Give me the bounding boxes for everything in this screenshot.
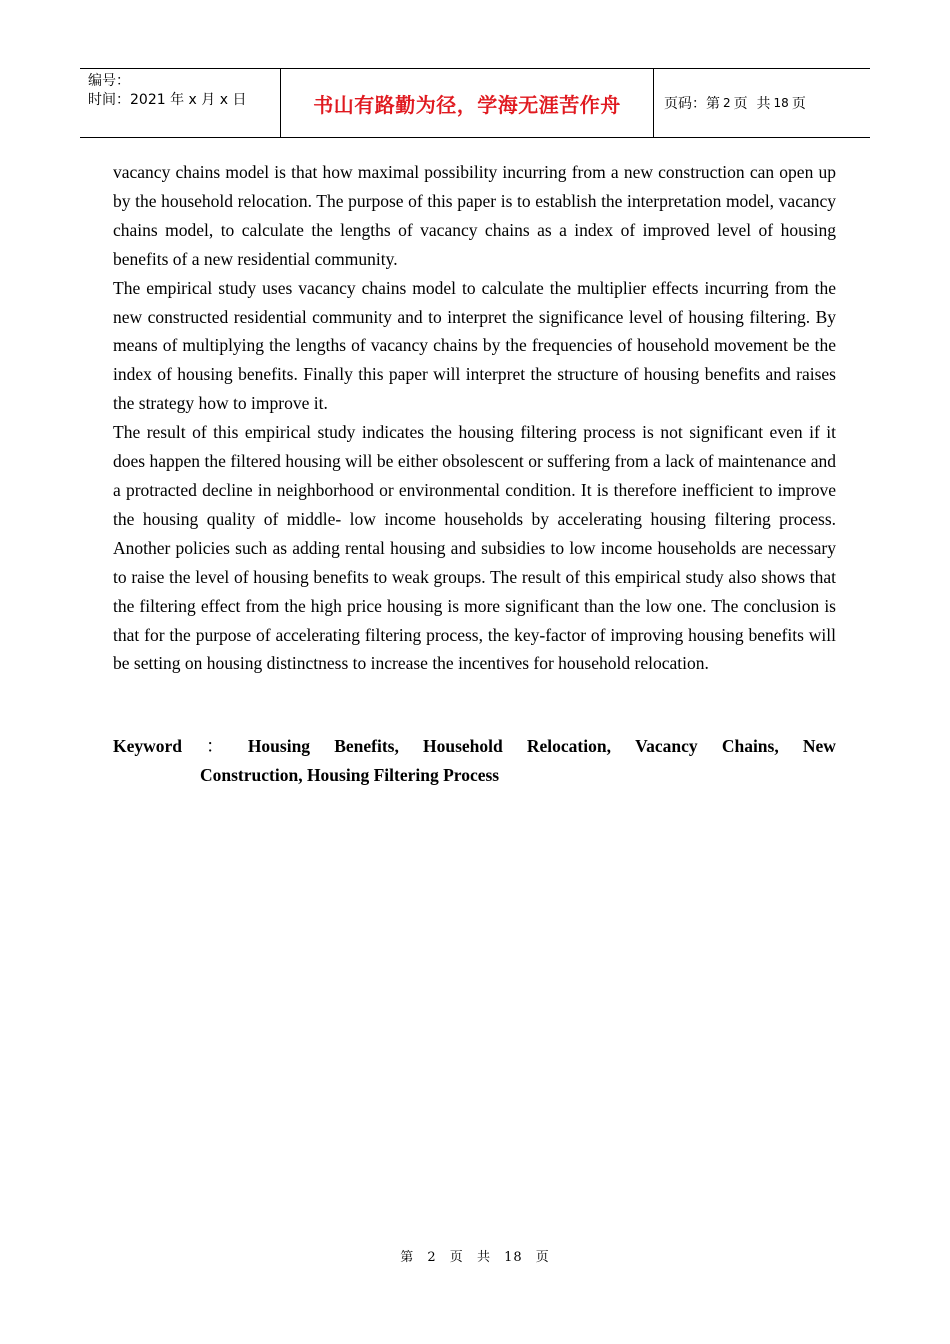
header-motto: 书山有路勤为径，学海无涯苦作舟 (281, 69, 654, 137)
header-meta (80, 69, 281, 137)
keyword-word: Chains, (721, 736, 779, 756)
keywords-line-2: Construction, Housing Filtering Process (200, 764, 500, 785)
keywords-line-1 (113, 732, 836, 761)
page-suffix: 页 (791, 96, 806, 112)
time-line (88, 91, 280, 110)
page-total: 18 (773, 96, 789, 110)
page-current: 2 (723, 96, 731, 110)
footer-prefix: 第 (400, 1250, 415, 1265)
keyword-label: Keyword (113, 736, 183, 756)
keyword-word: Relocation, (526, 736, 611, 756)
header-page-number (654, 69, 870, 137)
page-header (80, 68, 870, 138)
page-prefix: 页码：第 (664, 96, 720, 112)
time-rest: 年 x 月 x 日 (170, 92, 247, 108)
footer-suffix: 页 (535, 1250, 550, 1265)
paragraph: The result of this empirical study indicates the housing filtering process is not significant even if it does happen the filtered housing will be either obsolescent or suffering from a lack of maintenance and a protracted decline in neighborhood or environmental condition. It is therefore inefficient to improve the housing quality of middle- low income households by accelerating housing filtering process. Another policies such as adding rental housing and subsidies to low income households are necessary to raise the level of housing benefits to weak groups. The result of this empirical study also shows that the filtering effect from the high price housing is more significant than the low one. The conclusion is that for the purpose of accelerating filtering process, the key-factor of improving housing benefits will be setting on housing distinctness to increase the incentives for household relocation. (113, 422, 836, 674)
paragraph: The empirical study uses vacancy chains model to calculate the multiplier effects incurring from the new constructed residential community and to interpret the significance level of housing filtering. By means of multiplying the lengths of vacancy chains by the frequencies of household movement be the index of housing benefits. Finally this paper will interpret the structure of housing benefits and raises the strategy how to improve it. (113, 277, 836, 414)
footer-mid1: 页 (449, 1250, 464, 1265)
footer-mid2: 共 (476, 1250, 491, 1265)
abstract-body (113, 158, 836, 678)
footer-current: 2 (427, 1250, 437, 1265)
serial-label: 编号： (88, 73, 130, 89)
keyword-word: New (802, 736, 836, 756)
keyword-word: Housing (247, 736, 311, 756)
time-label: 时间： (88, 92, 130, 108)
keyword-word: Household (423, 736, 503, 756)
page-mid: 页 共 (733, 96, 771, 112)
keyword-word: Vacancy (635, 736, 698, 756)
paragraph: vacancy chains model is that how maximal possibility incurring from a new construction can open up by the household relocation. The purpose of this paper is to establish the interpretation model, vacancy chains model, to calculate the lengths of vacancy chains as a index of improved level of housing benefits of a new residential community. (113, 162, 836, 269)
keyword-colon: ： (206, 736, 224, 756)
keyword-word: Benefits, (334, 736, 399, 756)
time-year: 2021 (130, 92, 166, 108)
page-footer (0, 1246, 950, 1265)
keywords-block (113, 732, 836, 790)
footer-total: 18 (504, 1250, 523, 1265)
